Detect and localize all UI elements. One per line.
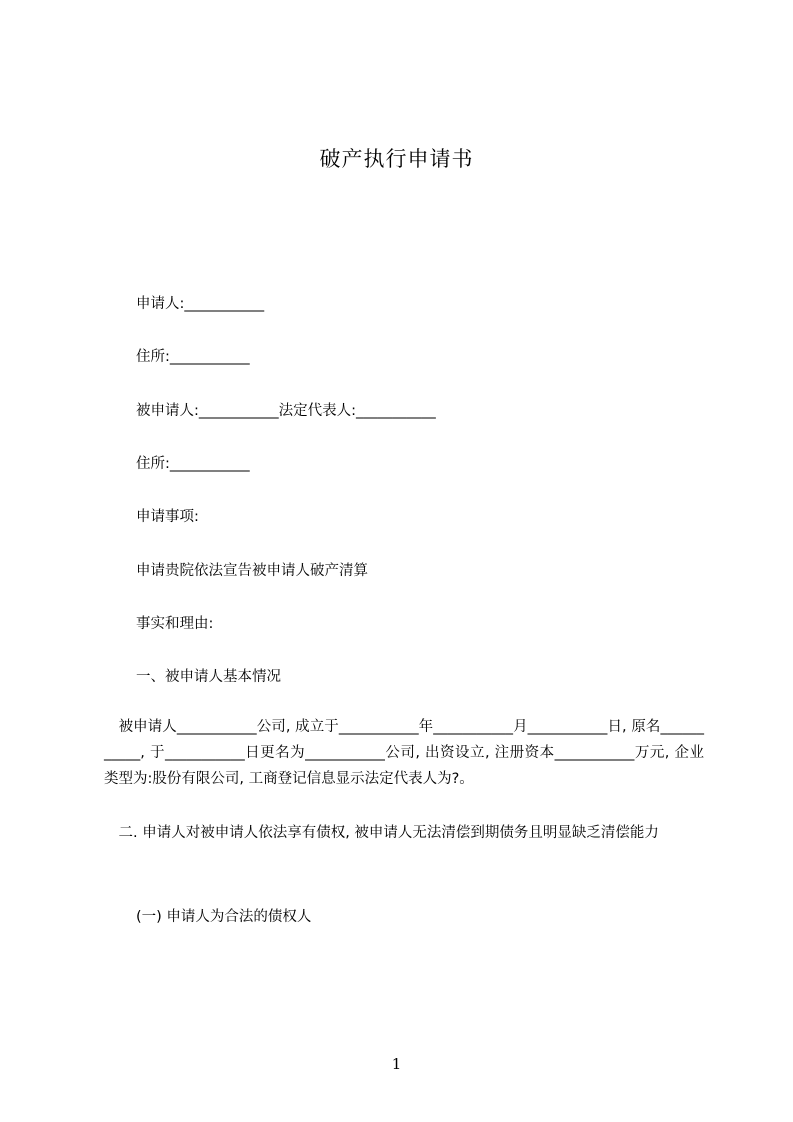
basic-info-paragraph: 被申请人___________公司, 成立于___________年___________月___________日, 原名___________, 于___________日更名为___________公司, 出资设立, 注册资本___________万元, 企业类型为:股份有限公司, 工商登记信息显示法定代表人为?。 xyxy=(104,719,704,787)
matters-content: 申请贵院依法宣告被申请人破产清算 xyxy=(136,563,368,579)
applicant-address-line: 住所:___________ xyxy=(136,349,250,365)
section-two-paragraph: 二. 申请人对被申请人依法享有债权, 被申请人无法清偿到期债务且明显缺乏清偿能力 xyxy=(104,825,659,841)
subsection-one-heading: (一) 申请人为合法的债权人 xyxy=(136,909,312,925)
facts-heading: 事实和理由: xyxy=(136,616,214,632)
respondent-address-line: 住所:___________ xyxy=(136,456,250,472)
section-one-heading: 一、被申请人基本情况 xyxy=(136,669,281,685)
applicant-line: 申请人:___________ xyxy=(136,296,265,312)
respondent-line: 被申请人:___________法定代表人:___________ xyxy=(136,403,436,419)
page-number: 1 xyxy=(391,1055,402,1073)
document-title: 破产执行申请书 xyxy=(319,147,474,171)
matters-heading: 申请事项: xyxy=(136,509,199,525)
